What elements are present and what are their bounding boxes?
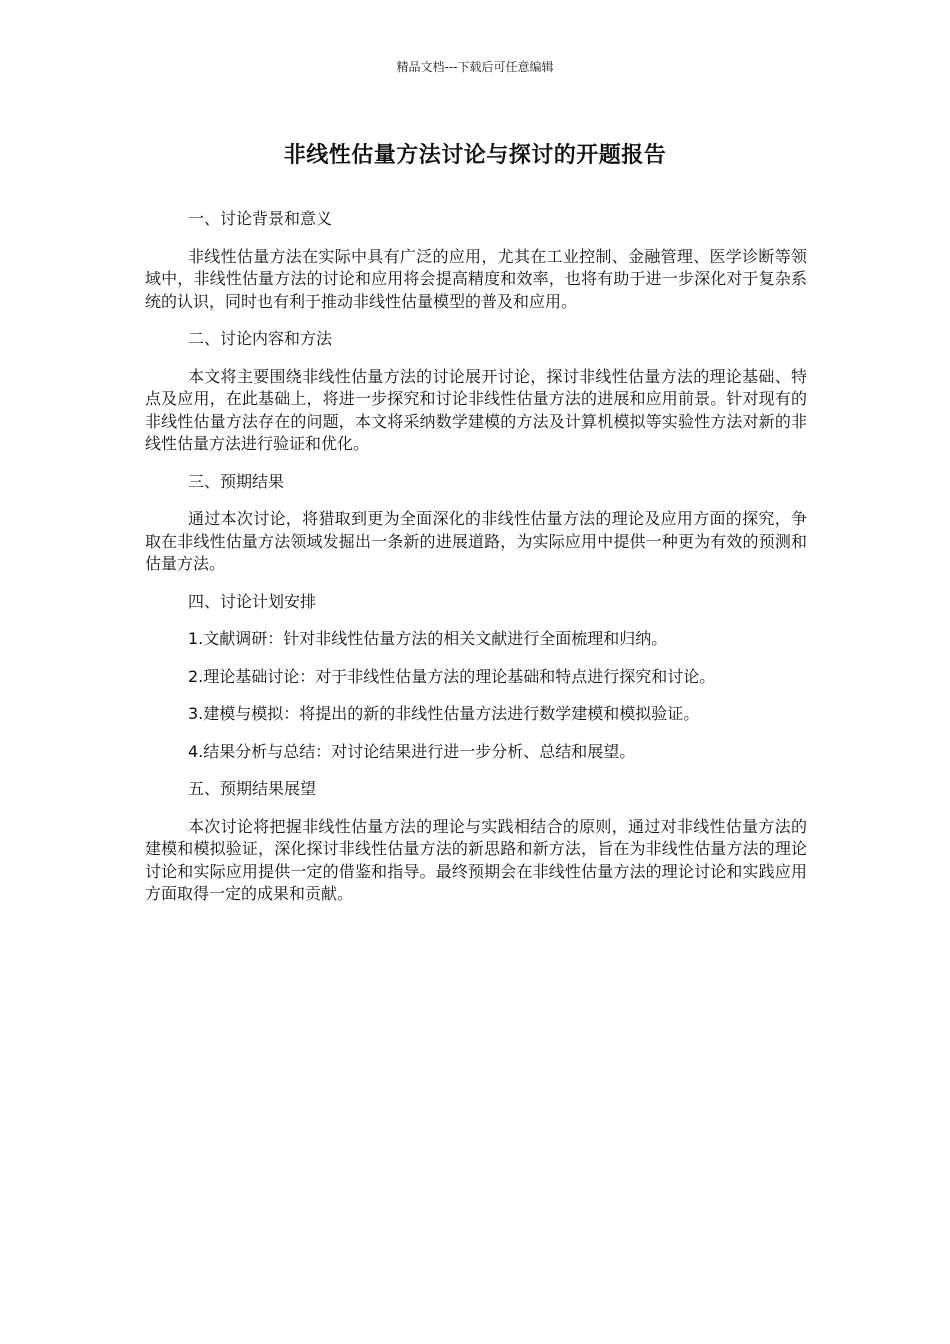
plan-item-literature: 1.文献调研：针对非线性估量方法的相关文献进行全面梳理和归纳。 xyxy=(188,629,668,648)
section-heading-content-method: 二、讨论内容和方法 xyxy=(188,329,333,348)
section-paragraph-content-method: 本文将主要围绕非线性估量方法的讨论展开讨论，探讨非线性估量方法的理论基础、特点及应用，在此基础上，将进一步探究和讨论非线性估量方法的进展和应用前景。针对现有的非线性估量方法存在的问题，本文将采纳数学建模的方法及计算机模拟等实验性方法对新的非线性估量方法进行验证和优化。 xyxy=(145,366,807,453)
section-paragraph-expected-results: 通过本次讨论，将猎取到更为全面深化的非线性估量方法的理论及应用方面的探究，争取在非线性估量方法领域发掘出一条新的进展道路，为实际应用中提供一种更为有效的预测和估量方法。 xyxy=(145,509,807,573)
header-note: 精品文档---下载后可任意编辑 xyxy=(396,60,554,74)
plan-item-analysis: 4.结果分析与总结：对讨论结果进行进一步分析、总结和展望。 xyxy=(188,741,636,761)
section-heading-background: 一、讨论背景和意义 xyxy=(188,209,333,228)
section-heading-expected-results: 三、预期结果 xyxy=(188,471,285,491)
plan-item-theory: 2.理论基础讨论：对于非线性估量方法的理论基础和特点进行探究和讨论。 xyxy=(188,666,716,686)
section-heading-plan: 四、讨论计划安排 xyxy=(188,591,317,611)
section-paragraph-background: 非线性估量方法在实际中具有广泛的应用，尤其在工业控制、金融管理、医学诊断等领域中，非线性估量方法的讨论和应用将会提高精度和效率，也将有助于进一步深化对于复杂系统的认识，同时也有利于推动非线性估量模型的普及和应用。 xyxy=(145,246,807,311)
section-paragraph-outlook: 本次讨论将把握非线性估量方法的理论与实践相结合的原则，通过对非线性估量方法的建模和模拟验证，深化探讨非线性估量方法的新思路和新方法，旨在为非线性估量方法的理论讨论和实际应用提供一定的借鉴和指导。最终预期会在非线性估量方法的理论讨论和实践应用方面取得一定的成果和贡献。 xyxy=(145,816,807,903)
plan-item-modeling: 3.建模与模拟：将提出的新的非线性估量方法进行数学建模和模拟验证。 xyxy=(188,704,700,723)
section-heading-outlook: 五、预期结果展望 xyxy=(188,779,317,798)
document-title: 非线性估量方法讨论与探讨的开题报告 xyxy=(283,143,667,168)
document-body xyxy=(145,208,807,921)
